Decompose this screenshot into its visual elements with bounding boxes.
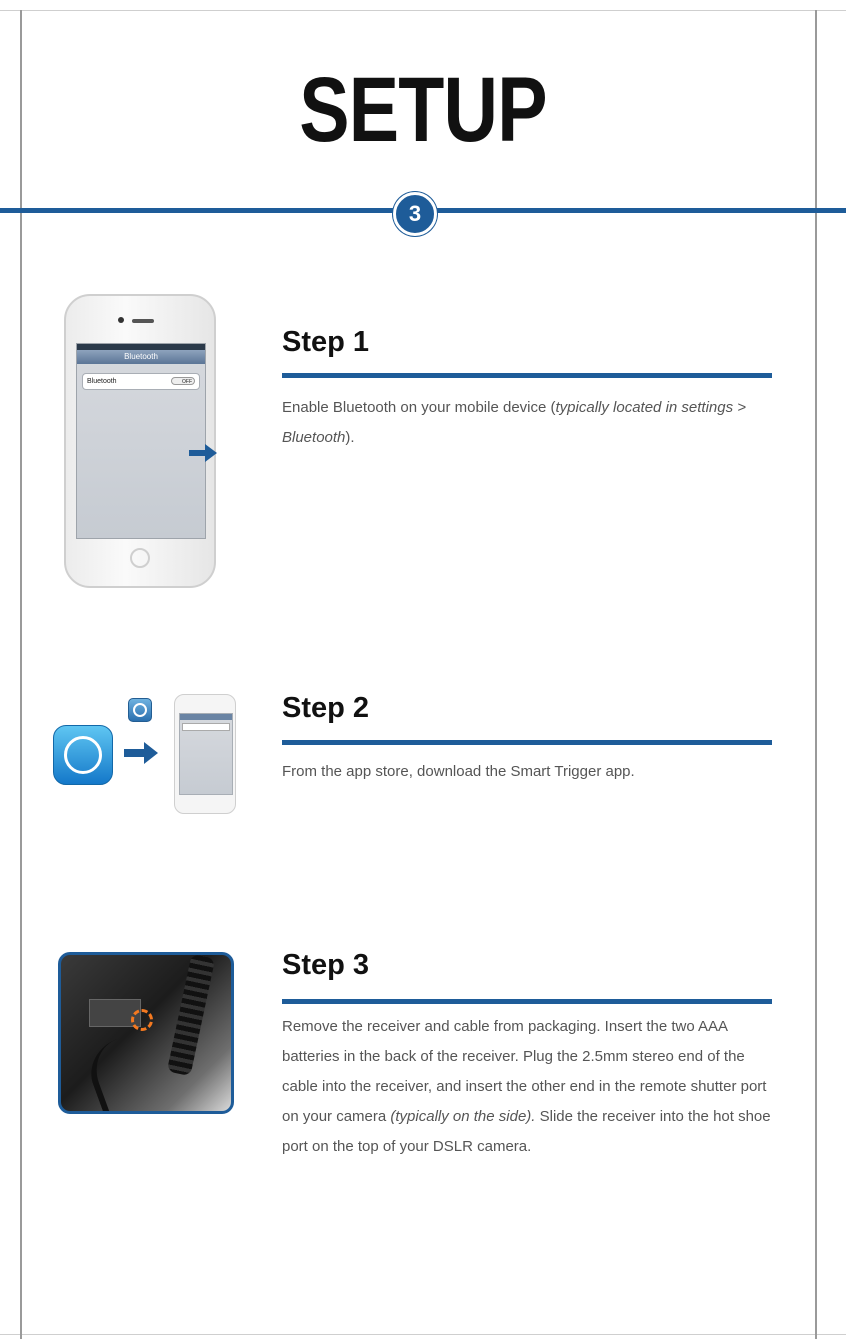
text-run: Enable Bluetooth on your mobile device ( xyxy=(282,399,556,416)
step-3-title: Step 3 xyxy=(282,949,370,981)
phone-app-row xyxy=(182,723,230,731)
step-2-underline xyxy=(282,740,772,745)
phone-bluetooth-row xyxy=(82,373,200,390)
phone-home-button xyxy=(130,548,150,568)
receiver-camera-photo xyxy=(58,952,234,1114)
text-run: Remove the receiver and cable from packaging. Insert the two AAA batteries in the back of the receiver. Plug the 2.5mm stereo end of the cable into the receiver, and insert the other end in the remote shutter port on your camera xyxy=(282,1018,767,1125)
step-1-title: Step 1 xyxy=(282,326,370,358)
phone-bluetooth-illustration xyxy=(64,294,216,588)
smart-trigger-app-icon-glyph xyxy=(133,703,147,717)
text-run: Slide the receiver into the hot shoe port on the top of your DSLR camera. xyxy=(282,1108,771,1155)
phone-screen xyxy=(76,343,206,539)
step-1-text xyxy=(282,393,772,453)
smart-trigger-app-icon xyxy=(128,698,152,722)
text-run: (typically on the side). xyxy=(390,1108,536,1125)
phone-toggle: OFF xyxy=(171,377,195,385)
step-2-text xyxy=(282,757,772,787)
section-number-badge: 3 xyxy=(393,192,437,236)
step-3-underline xyxy=(282,999,772,1004)
app-store-icon-glyph xyxy=(64,736,102,774)
phone-app-illustration xyxy=(174,694,236,814)
step-1-underline xyxy=(282,373,772,378)
phone-app-screen xyxy=(179,713,233,795)
photo-coiled-cable xyxy=(167,954,215,1076)
arrow-right-icon xyxy=(124,742,158,764)
text-run: From the app store, download the Smart Trigger app. xyxy=(282,763,635,780)
phone-speaker xyxy=(132,319,154,323)
text-run: ). xyxy=(345,429,355,446)
phone-nav-title: Bluetooth xyxy=(77,350,205,364)
page-frame-top xyxy=(0,10,846,11)
photo-cable-end xyxy=(81,1026,176,1114)
app-store-icon xyxy=(53,725,113,785)
text-run: typically located in settings > Bluetooth xyxy=(282,399,747,446)
step-2-title: Step 2 xyxy=(282,692,370,724)
phone-app-nav xyxy=(180,714,232,720)
arrow-right-icon xyxy=(189,444,217,462)
phone-row-label: Bluetooth xyxy=(87,378,117,385)
page-title: SETUP xyxy=(299,59,547,161)
step-3-text xyxy=(282,1012,772,1162)
page-frame-bottom xyxy=(0,1334,846,1335)
phone-camera xyxy=(118,317,124,323)
